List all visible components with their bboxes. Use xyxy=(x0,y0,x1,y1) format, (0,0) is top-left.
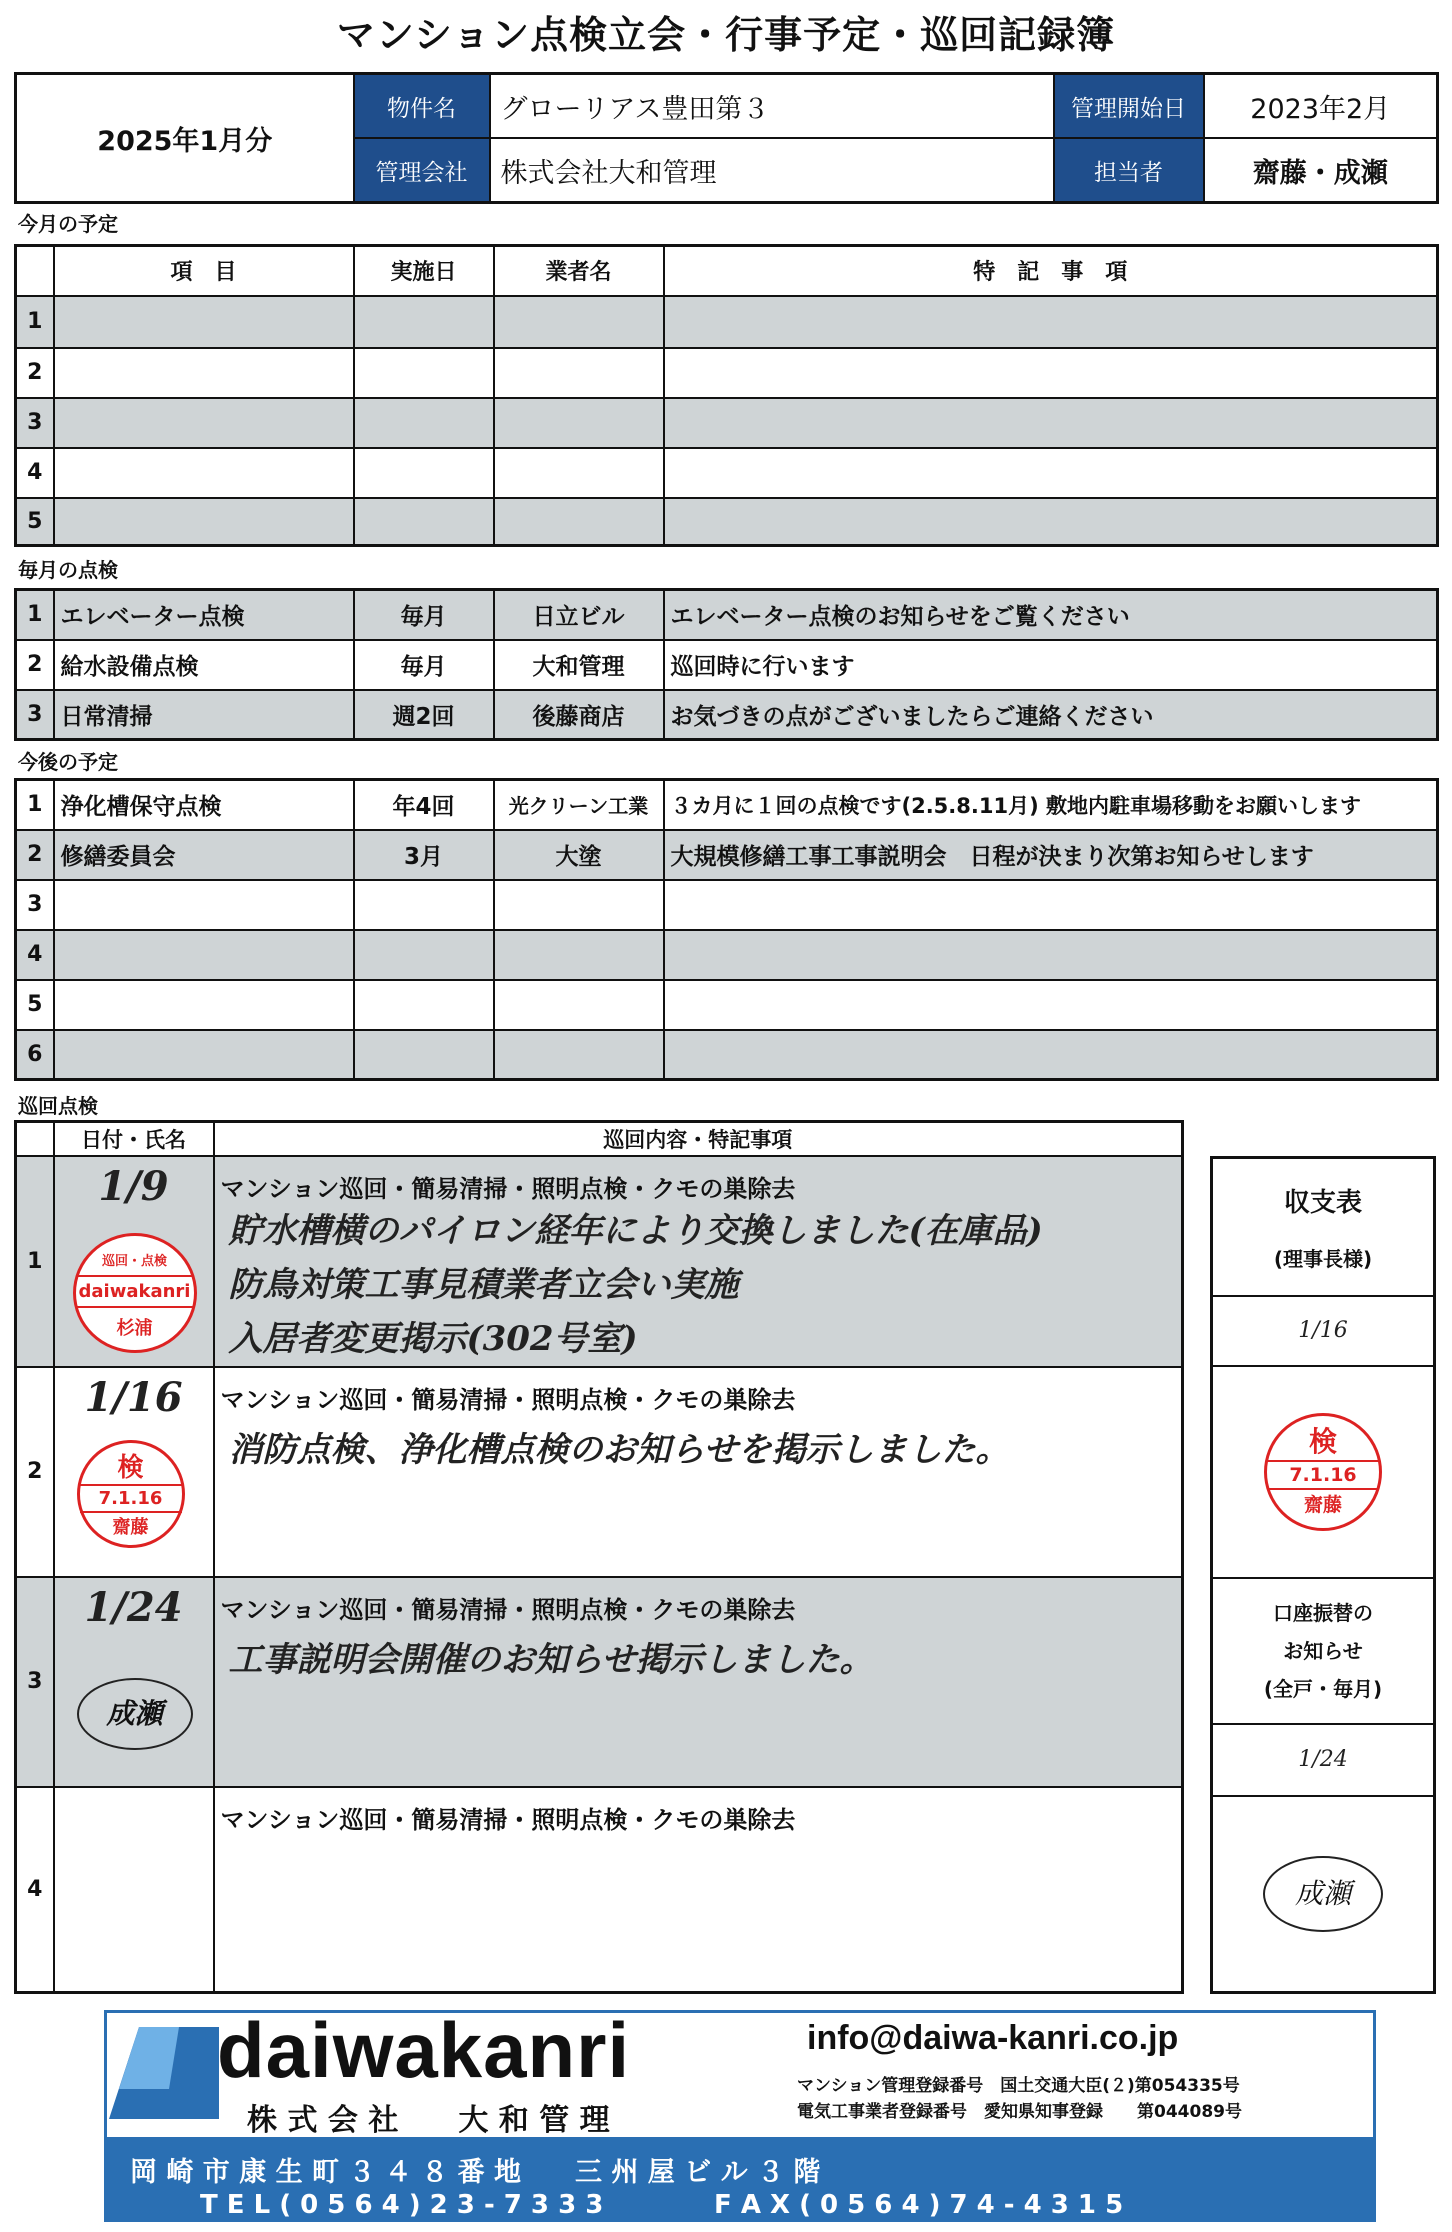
month-label: 2025年1月分 xyxy=(16,74,354,203)
property-label: 物件名 xyxy=(354,74,490,139)
company-label: 管理会社 xyxy=(354,138,490,203)
start-date: 2023年2月 xyxy=(1204,74,1438,139)
table-row: 5 xyxy=(16,980,1438,1030)
side-panel: 収支表 (理事長様) 1/16 検 7.1.16 齋藤 口座振替の お知らせ (全戸・毎月) 1/24 成瀬 xyxy=(1210,1156,1436,1994)
company-logo-icon xyxy=(109,2019,229,2129)
telephone: T E L ( 0 5 6 4 ) 2 3 - 7 3 3 3 xyxy=(200,2190,604,2220)
table-row: 5 xyxy=(16,498,1438,546)
inspection-stamp: 検 7.1.16 齋藤 xyxy=(77,1440,185,1548)
page-title: マンション点検立会・行事予定・巡回記録簿 xyxy=(336,13,1116,57)
table-row: 6 xyxy=(16,1030,1438,1080)
handwritten-note: 貯水槽横のパイロン経年により交換しました(在庫品) xyxy=(228,1210,1043,1251)
table-row: 3 xyxy=(16,398,1438,448)
staff-label: 担当者 xyxy=(1054,138,1204,203)
table-row: 1 xyxy=(16,296,1438,348)
monthly-table xyxy=(14,588,1439,741)
handwritten-note: 入居者変更掲示(302号室) xyxy=(228,1318,638,1359)
registration-1: マンション管理登録番号 国土交通大臣(２)第054335号 xyxy=(797,2076,1240,2096)
patrol-date: 1/24 xyxy=(84,1583,183,1631)
balance-subtitle: (理事長様) xyxy=(1273,1246,1373,1271)
address: 岡 崎 市 康 生 町 ３ ４ ８ 番 地 三 州 屋 ビ ル ３ 階 xyxy=(130,2157,821,2188)
table-row: 4 xyxy=(16,448,1438,498)
brand-name: daiwakanri xyxy=(217,2006,631,2094)
handwritten-note: 防鳥対策工事見積業者立会い実施 xyxy=(228,1264,739,1305)
table-row: 2 xyxy=(16,348,1438,398)
company-name: 株 式 会 社 大 和 管 理 xyxy=(247,2103,610,2138)
balance-stamp: 検 7.1.16 齋藤 xyxy=(1264,1413,1382,1531)
company-name: 株式会社大和管理 xyxy=(490,138,1054,203)
inspection-stamp: 巡回・点検 daiwakanri 杉浦 xyxy=(73,1233,197,1353)
table-row: 2 給水設備点検 毎月 大和管理 巡回時に行います xyxy=(16,640,1438,690)
signature: 成瀬 xyxy=(77,1678,193,1750)
handwritten-note: 工事説明会開催のお知らせ掲示しました。 xyxy=(228,1639,874,1680)
transfer-signature: 成瀬 xyxy=(1263,1856,1383,1932)
col-vendor: 業者名 xyxy=(494,246,664,296)
start-date-label: 管理開始日 xyxy=(1054,74,1204,139)
schedule-section-title: 今月の予定 xyxy=(18,212,118,236)
footer-logo-band xyxy=(104,2006,1376,2140)
patrol-table xyxy=(14,1120,1184,1994)
patrol-date: 1/16 xyxy=(84,1373,183,1421)
table-row: 2 修繕委員会 3月 大塗 大規模修繕工事工事説明会 日程が決まり次第お知らせします xyxy=(16,830,1438,880)
handwritten-note: 消防点検、浄化槽点検のお知らせを掲示しました。 xyxy=(228,1429,1010,1470)
balance-date: 1/16 xyxy=(1212,1296,1435,1366)
registration-2: 電気工事業者登録番号 愛知県知事登録 第044089号 xyxy=(797,2102,1242,2122)
col-note: 特 記 事 項 xyxy=(664,246,1438,296)
balance-title: 収支表 xyxy=(1283,1187,1362,1218)
patrol-section-title: 巡回点検 xyxy=(18,1094,98,1118)
table-row: 4 マンション巡回・簡易清掃・照明点検・クモの巣除去 xyxy=(16,1787,1183,1993)
monthly-section-title: 毎月の点検 xyxy=(18,558,118,582)
fax: F A X ( 0 5 6 4 ) 7 4 - 4 3 1 5 xyxy=(714,2190,1124,2220)
table-row: 4 xyxy=(16,930,1438,980)
transfer-date: 1/24 xyxy=(1212,1724,1435,1796)
patrol-date: 1/9 xyxy=(98,1162,169,1210)
table-row: 3 日常清掃 週2回 後藤商店 お気づきの点がございましたらご連絡ください xyxy=(16,690,1438,740)
email[interactable]: info@daiwa-kanri.co.jp xyxy=(807,2019,1179,2057)
col-patrol-date: 日付・氏名 xyxy=(54,1122,214,1156)
table-row: 3 1/24 成瀬 マンション巡回・簡易清掃・照明点検・クモの巣除去 工事説明会開催のお知らせ掲示しました。 xyxy=(16,1577,1183,1787)
table-row: 1 エレベーター点検 毎月 日立ビル エレベーター点検のお知らせをご覧ください xyxy=(16,590,1438,640)
property-name: グローリアス豊田第３ xyxy=(490,74,1054,139)
schedule-table xyxy=(14,244,1439,547)
staff-names: 齋藤・成瀬 xyxy=(1204,138,1438,203)
table-row: 1 浄化槽保守点検 年4回 光クリーン工業 ３カ月に１回の点検です(2.5.8.11月) 敷地内駐車場移動をお願いします xyxy=(16,780,1438,830)
table-row: 3 xyxy=(16,880,1438,930)
table-row: 1 1/9 巡回・点検 daiwakanri 杉浦 マンション巡回・簡易清掃・照明点検・クモの巣除去 貯水槽横のパイロン経年により交換しました(在庫品) 防鳥対策工事見積業者立会い実施 入居者変更掲示(302号室) xyxy=(16,1156,1183,1367)
col-date: 実施日 xyxy=(354,246,494,296)
future-table xyxy=(14,778,1439,1081)
header-table xyxy=(14,72,1439,204)
future-section-title: 今後の予定 xyxy=(18,750,118,774)
table-row: 2 1/16 検 7.1.16 齋藤 マンション巡回・簡易清掃・照明点検・クモの巣除去 消防点検、浄化槽点検のお知らせを掲示しました。 xyxy=(16,1367,1183,1577)
col-item: 項 目 xyxy=(54,246,354,296)
col-patrol-content: 巡回内容・特記事項 xyxy=(214,1122,1183,1156)
